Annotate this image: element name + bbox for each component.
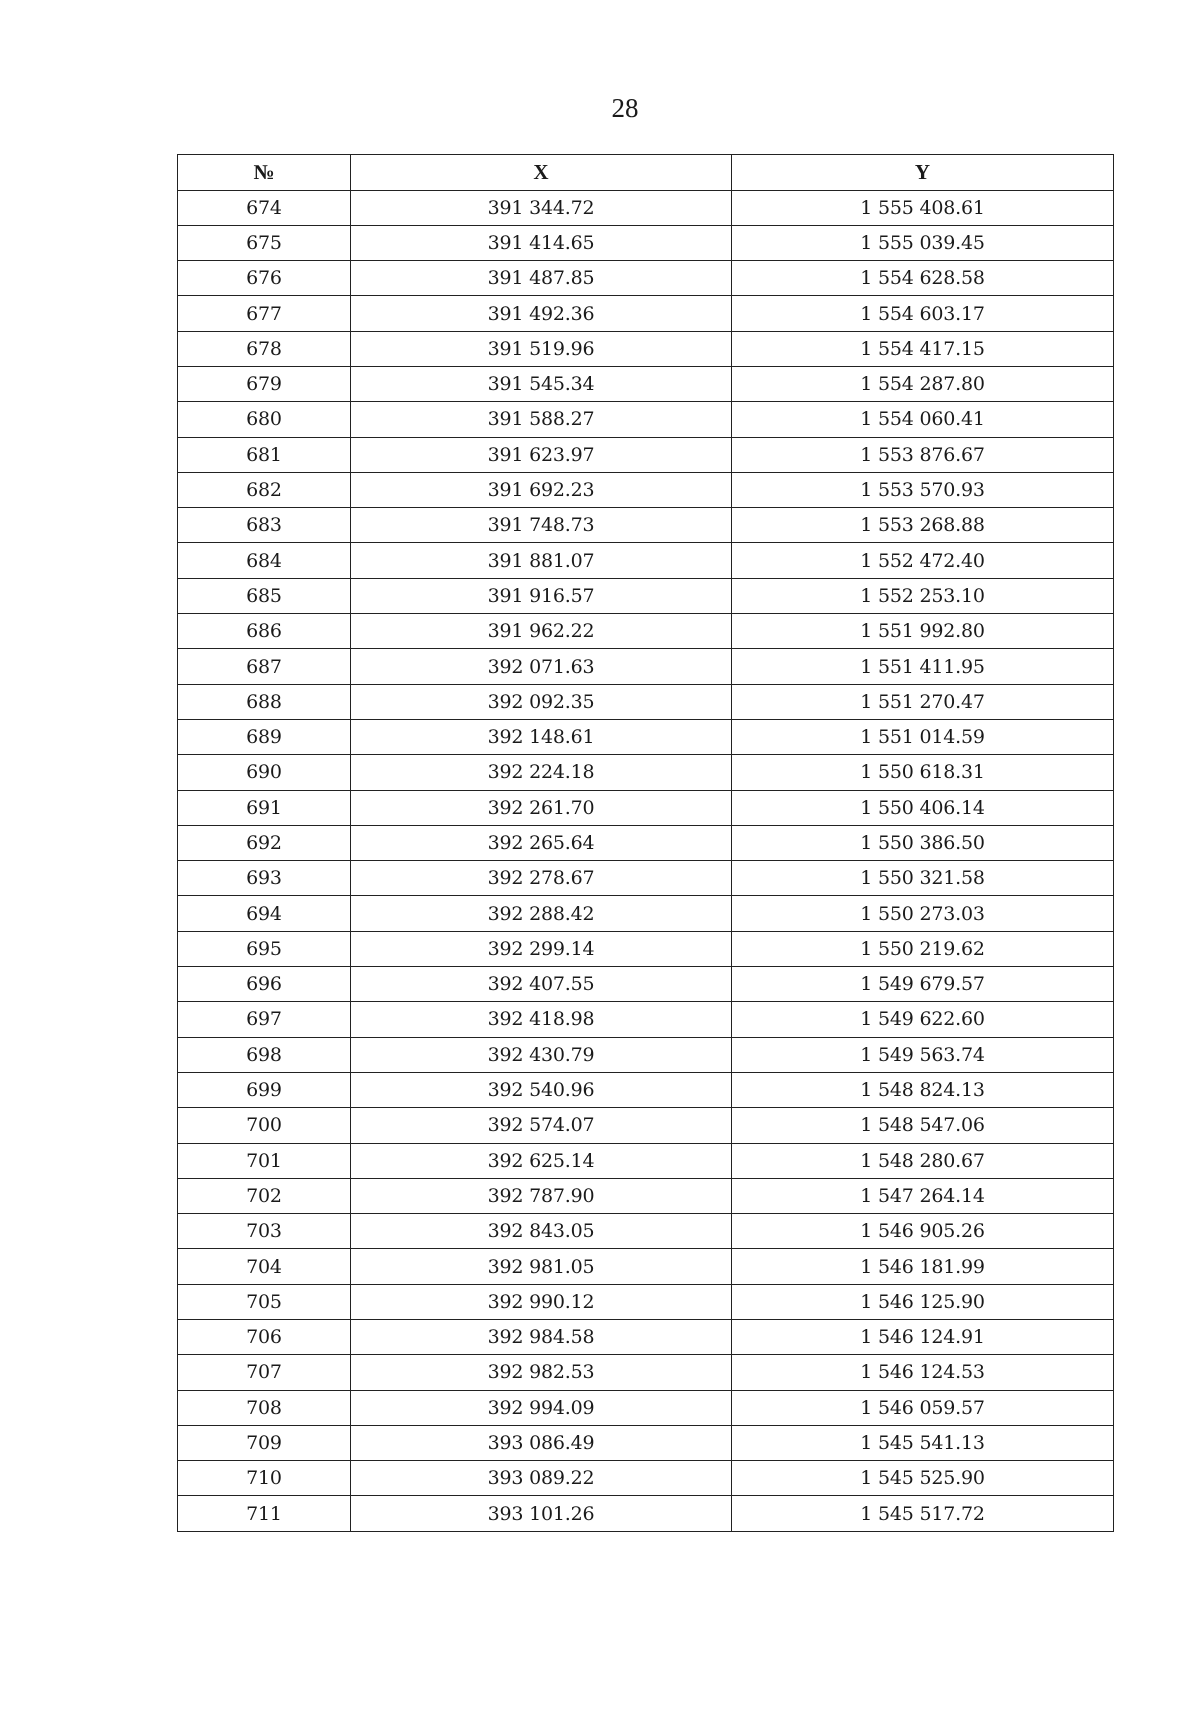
cell-y: 1 553 876.67 [732, 437, 1114, 472]
cell-x: 391 414.65 [351, 225, 732, 260]
table-row [178, 1178, 1114, 1213]
cell-y: 1 548 824.13 [732, 1072, 1114, 1107]
cell-y: 1 546 124.53 [732, 1355, 1114, 1390]
table-row [178, 1072, 1114, 1107]
table-row [178, 614, 1114, 649]
cell-number: 710 [178, 1461, 351, 1496]
cell-number: 687 [178, 649, 351, 684]
cell-number: 677 [178, 296, 351, 331]
cell-number: 708 [178, 1390, 351, 1425]
cell-y: 1 550 618.31 [732, 755, 1114, 790]
cell-y: 1 554 060.41 [732, 402, 1114, 437]
cell-number: 688 [178, 684, 351, 719]
table-row [178, 1108, 1114, 1143]
cell-number: 693 [178, 861, 351, 896]
cell-y: 1 545 525.90 [732, 1461, 1114, 1496]
cell-number: 676 [178, 261, 351, 296]
cell-y: 1 551 014.59 [732, 719, 1114, 754]
cell-y: 1 554 287.80 [732, 366, 1114, 401]
cell-y: 1 545 541.13 [732, 1425, 1114, 1460]
cell-x: 392 430.79 [351, 1037, 732, 1072]
cell-x: 391 916.57 [351, 578, 732, 613]
cell-y: 1 550 406.14 [732, 790, 1114, 825]
cell-x: 393 089.22 [351, 1461, 732, 1496]
table-row [178, 1249, 1114, 1284]
cell-number: 699 [178, 1072, 351, 1107]
cell-x: 392 148.61 [351, 719, 732, 754]
cell-y: 1 549 563.74 [732, 1037, 1114, 1072]
table-row [178, 1355, 1114, 1390]
cell-x: 391 881.07 [351, 543, 732, 578]
coordinates-table [177, 154, 1114, 1532]
cell-y: 1 551 411.95 [732, 649, 1114, 684]
cell-number: 683 [178, 508, 351, 543]
cell-x: 391 962.22 [351, 614, 732, 649]
cell-y: 1 547 264.14 [732, 1178, 1114, 1213]
table-row [178, 578, 1114, 613]
table-row [178, 331, 1114, 366]
cell-y: 1 554 628.58 [732, 261, 1114, 296]
page-number: 28 [611, 93, 639, 123]
cell-number: 681 [178, 437, 351, 472]
cell-x: 392 071.63 [351, 649, 732, 684]
table-row [178, 825, 1114, 860]
cell-y: 1 552 472.40 [732, 543, 1114, 578]
cell-y: 1 550 273.03 [732, 896, 1114, 931]
cell-x: 392 540.96 [351, 1072, 732, 1107]
table-row [178, 472, 1114, 507]
cell-x: 392 990.12 [351, 1284, 732, 1319]
cell-y: 1 548 547.06 [732, 1108, 1114, 1143]
cell-y: 1 546 905.26 [732, 1214, 1114, 1249]
cell-number: 698 [178, 1037, 351, 1072]
cell-x: 392 625.14 [351, 1143, 732, 1178]
cell-x: 391 487.85 [351, 261, 732, 296]
cell-number: 682 [178, 472, 351, 507]
cell-x: 392 299.14 [351, 931, 732, 966]
cell-x: 392 843.05 [351, 1214, 732, 1249]
cell-number: 704 [178, 1249, 351, 1284]
column-header-number: № [178, 155, 351, 191]
cell-x: 392 984.58 [351, 1320, 732, 1355]
cell-y: 1 553 268.88 [732, 508, 1114, 543]
table-row [178, 755, 1114, 790]
cell-number: 705 [178, 1284, 351, 1319]
cell-x: 391 519.96 [351, 331, 732, 366]
cell-number: 700 [178, 1108, 351, 1143]
cell-x: 392 407.55 [351, 967, 732, 1002]
table-row [178, 1425, 1114, 1460]
cell-number: 701 [178, 1143, 351, 1178]
cell-x: 392 981.05 [351, 1249, 732, 1284]
table-row [178, 1037, 1114, 1072]
cell-number: 703 [178, 1214, 351, 1249]
cell-number: 702 [178, 1178, 351, 1213]
table-row [178, 437, 1114, 472]
table-row [178, 719, 1114, 754]
cell-y: 1 546 125.90 [732, 1284, 1114, 1319]
table-row [178, 790, 1114, 825]
cell-x: 391 692.23 [351, 472, 732, 507]
cell-x: 391 623.97 [351, 437, 732, 472]
cell-number: 697 [178, 1002, 351, 1037]
cell-x: 391 545.34 [351, 366, 732, 401]
table-row [178, 1320, 1114, 1355]
table-body [178, 190, 1114, 1531]
cell-y: 1 551 270.47 [732, 684, 1114, 719]
cell-number: 695 [178, 931, 351, 966]
table-row [178, 296, 1114, 331]
cell-number: 679 [178, 366, 351, 401]
cell-y: 1 553 570.93 [732, 472, 1114, 507]
cell-number: 686 [178, 614, 351, 649]
cell-y: 1 552 253.10 [732, 578, 1114, 613]
cell-y: 1 549 622.60 [732, 1002, 1114, 1037]
cell-y: 1 550 386.50 [732, 825, 1114, 860]
table-row [178, 225, 1114, 260]
column-header-y: Y [732, 155, 1114, 191]
cell-y: 1 550 321.58 [732, 861, 1114, 896]
cell-y: 1 548 280.67 [732, 1143, 1114, 1178]
cell-x: 392 418.98 [351, 1002, 732, 1037]
cell-y: 1 546 181.99 [732, 1249, 1114, 1284]
cell-number: 692 [178, 825, 351, 860]
cell-y: 1 546 059.57 [732, 1390, 1114, 1425]
table-row [178, 366, 1114, 401]
cell-x: 392 787.90 [351, 1178, 732, 1213]
cell-x: 392 261.70 [351, 790, 732, 825]
cell-number: 711 [178, 1496, 351, 1531]
cell-x: 392 278.67 [351, 861, 732, 896]
cell-y: 1 554 417.15 [732, 331, 1114, 366]
table-row [178, 649, 1114, 684]
cell-y: 1 554 603.17 [732, 296, 1114, 331]
cell-number: 678 [178, 331, 351, 366]
table-row [178, 402, 1114, 437]
cell-x: 391 588.27 [351, 402, 732, 437]
cell-number: 706 [178, 1320, 351, 1355]
column-header-x: X [351, 155, 732, 191]
table-header-row [178, 155, 1114, 191]
table-row [178, 1390, 1114, 1425]
cell-x: 393 086.49 [351, 1425, 732, 1460]
cell-number: 707 [178, 1355, 351, 1390]
cell-y: 1 551 992.80 [732, 614, 1114, 649]
cell-y: 1 549 679.57 [732, 967, 1114, 1002]
cell-number: 696 [178, 967, 351, 1002]
table-row [178, 1002, 1114, 1037]
table-row [178, 1284, 1114, 1319]
table-row [178, 896, 1114, 931]
table-row [178, 190, 1114, 225]
table-row [178, 931, 1114, 966]
cell-y: 1 545 517.72 [732, 1496, 1114, 1531]
cell-number: 694 [178, 896, 351, 931]
cell-y: 1 555 408.61 [732, 190, 1114, 225]
table-row [178, 261, 1114, 296]
cell-x: 392 224.18 [351, 755, 732, 790]
table-row [178, 508, 1114, 543]
table-row [178, 543, 1114, 578]
cell-number: 680 [178, 402, 351, 437]
cell-number: 709 [178, 1425, 351, 1460]
table-row [178, 967, 1114, 1002]
table-row [178, 1143, 1114, 1178]
cell-x: 392 265.64 [351, 825, 732, 860]
cell-number: 684 [178, 543, 351, 578]
cell-number: 685 [178, 578, 351, 613]
table-row [178, 1496, 1114, 1531]
cell-x: 392 288.42 [351, 896, 732, 931]
cell-number: 689 [178, 719, 351, 754]
cell-x: 392 574.07 [351, 1108, 732, 1143]
cell-number: 690 [178, 755, 351, 790]
cell-number: 675 [178, 225, 351, 260]
cell-number: 691 [178, 790, 351, 825]
cell-x: 392 994.09 [351, 1390, 732, 1425]
cell-x: 391 492.36 [351, 296, 732, 331]
cell-number: 674 [178, 190, 351, 225]
cell-x: 393 101.26 [351, 1496, 732, 1531]
table-row [178, 1214, 1114, 1249]
cell-y: 1 555 039.45 [732, 225, 1114, 260]
table-row [178, 861, 1114, 896]
table-row [178, 1461, 1114, 1496]
cell-y: 1 550 219.62 [732, 931, 1114, 966]
cell-x: 391 344.72 [351, 190, 732, 225]
cell-x: 392 092.35 [351, 684, 732, 719]
table-row [178, 684, 1114, 719]
cell-y: 1 546 124.91 [732, 1320, 1114, 1355]
cell-x: 391 748.73 [351, 508, 732, 543]
cell-x: 392 982.53 [351, 1355, 732, 1390]
